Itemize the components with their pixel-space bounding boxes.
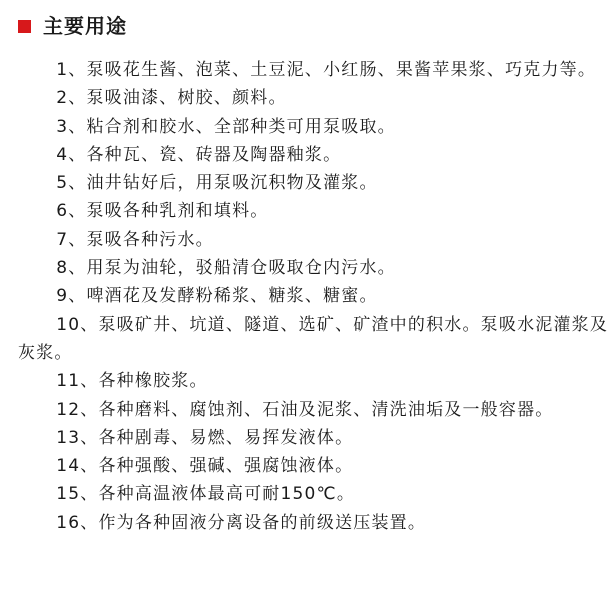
list-item: 11、各种橡胶浆。 bbox=[56, 371, 208, 392]
list-item: 16、作为各种固液分离设备的前级送压装置。 bbox=[56, 512, 427, 533]
list-item: 1、泵吸花生酱、泡菜、土豆泥、小红肠、果酱苹果浆、巧克力等。 bbox=[56, 60, 597, 80]
list-item: 13、各种剧毒、易燃、易挥发液体。 bbox=[56, 427, 354, 448]
list-item: 10、泵吸矿井、坑道、隧道、选矿、矿渣中的积水。泵吸水泥灌浆及灰浆。 bbox=[18, 314, 609, 363]
list-item: 3、粘合剂和胶水、全部种类可用泵吸取。 bbox=[56, 116, 396, 137]
list-item: 6、泵吸各种乳剂和填料。 bbox=[56, 201, 269, 222]
list-item: 8、用泵为油轮，驳船清仓吸取仓内污水。 bbox=[56, 258, 396, 279]
list-item: 5、油井钻好后，用泵吸沉积物及灌浆。 bbox=[56, 173, 378, 194]
section-title: 主要用途 bbox=[43, 14, 127, 38]
usage-list bbox=[0, 56, 615, 537]
list-item: 15、各种高温液体最高可耐150℃。 bbox=[56, 484, 356, 505]
red-square-bullet-icon bbox=[18, 20, 31, 33]
list-item: 9、啤酒花及发酵粉稀浆、糖浆、糖蜜。 bbox=[56, 286, 378, 307]
list-item: 4、各种瓦、瓷、砖器及陶器釉浆。 bbox=[56, 144, 342, 165]
list-item: 2、泵吸油漆、树胶、颜料。 bbox=[56, 88, 287, 109]
section-header bbox=[18, 12, 127, 40]
list-item: 7、泵吸各种污水。 bbox=[56, 229, 214, 250]
list-item: 12、各种磨料、腐蚀剂、石油及泥浆、清洗油垢及一般容器。 bbox=[56, 399, 554, 420]
list-item: 14、各种强酸、强碱、强腐蚀液体。 bbox=[56, 456, 354, 477]
